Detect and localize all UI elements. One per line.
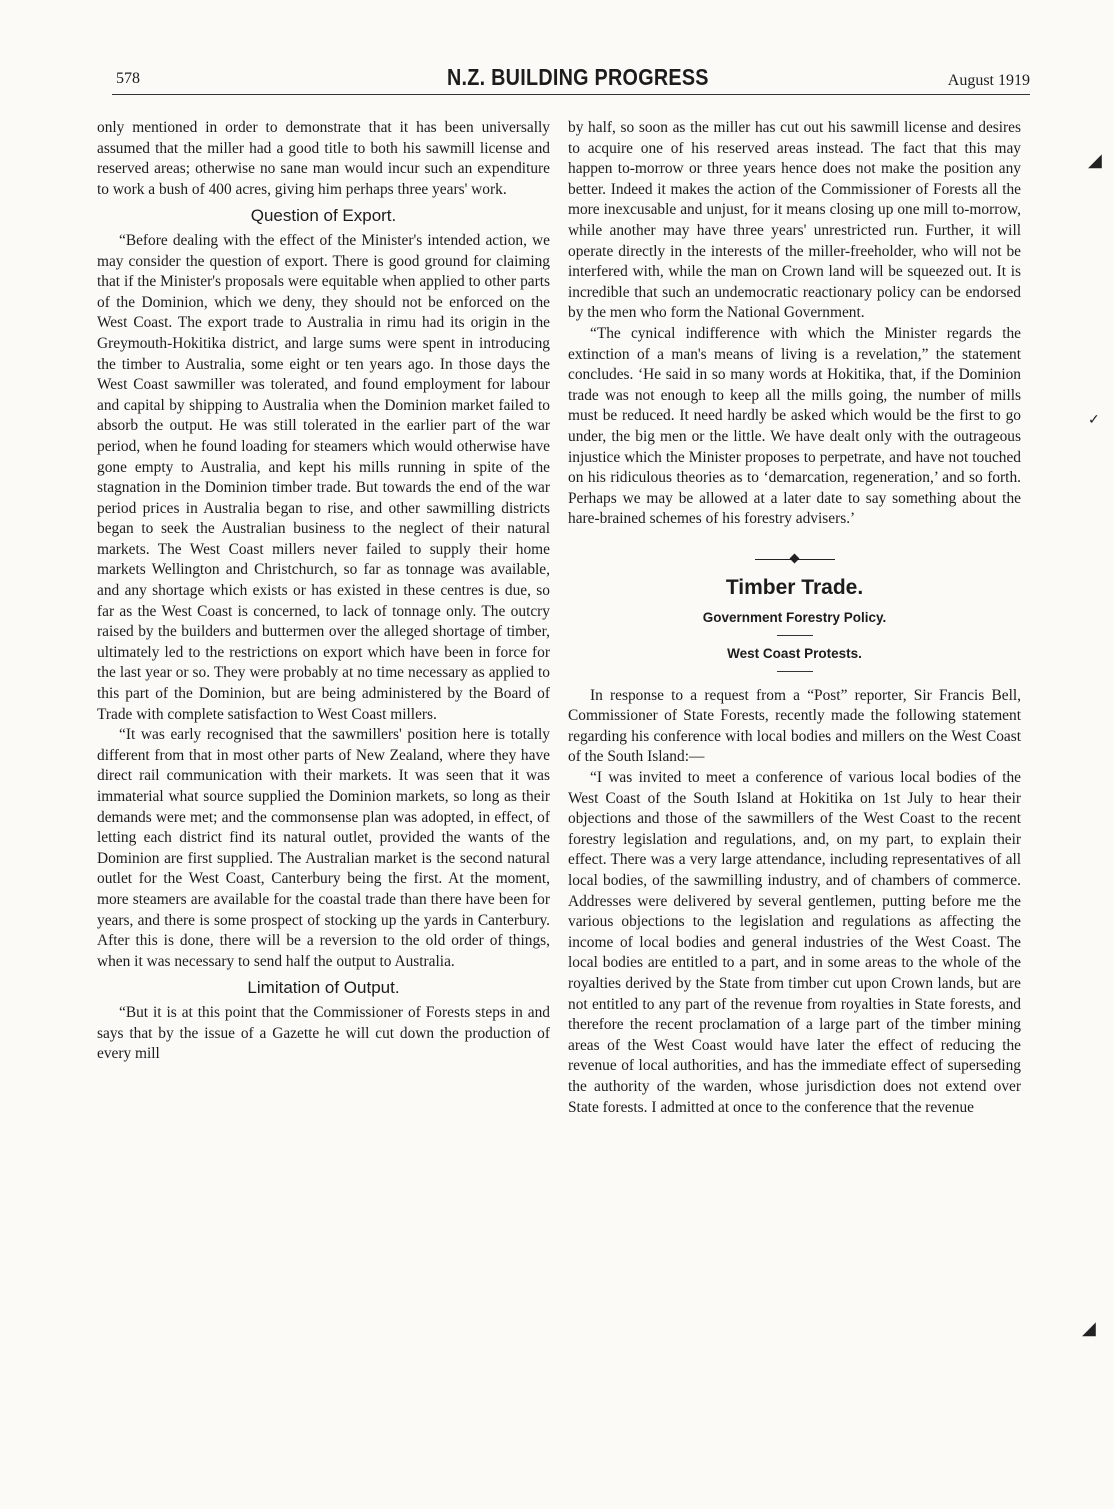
paragraph: “It was early recognised that the sawmillers' position here is totally different from that in most other parts of New Zealand, where they have direct rail communication with their markets. It was seen that it was immaterial what source supplied the Dominion markets, so long as their demands were met; and the commonsense plan was adopted, in effect, of letting each district find its natural outlet, provided the wants of the Dominion are first supplied. The Australian market is the second natural outlet for the West Coast, Canterbury being the first. At the moment, more steamers are available for the coastal trade than there have been for years, and there is some prospect of stocking up the yards in Canterbury. After this is done, there will be a reversion to the old order of things, when it was necessary to send half the output to Australia. [97,726,550,970]
subheading-west-coast-protests: West Coast Protests. [727,646,862,662]
paragraph: “Before dealing with the effect of the Minister's intended action, we may consider the question of export. There is good ground for claiming that if the Minister's proposals were equitable when applied to other parts of the Dominion, which we deny, they should not be enforced on the West Coast. The export trade to Australia in rimu had its origin in the Greymouth-Hokitika district, and large sums were spent in introducing the timber to Australia, some eight or ten years ago. In those days the West Coast sawmiller was tolerated, and found employment for labour and capital by shipping to Australia when the Dominion market failed to absorb the output. He was still tolerated in the earlier part of the war period, when he found loading for steamers which would otherwise have gone empty to Australia, and kept his mills running in spite of the stagnation in the Dominion timber trade. But towards the end of the war period prices in Australia began to rise, and other sawmilling districts began to seek the Australian business to the neglect of their natural markets. The West Coast millers never failed to supply their home markets Wellington and Christchurch, so far as tonnage was available, and any shortage which exists or has existed in these centres is due, so far as the West Coast is concerned, to lack of tonnage only. The outcry raised by the builders and buttermen over the alleged shortage of timber, ultimately led to the restrictions on export which have been in force for the last year or so. They were probably at no time necessary as applied to this part of the Dominion, but are being administered by the Board of Trade with complete satisfaction to West Coast millers. [97,231,550,723]
margin-mark: ◢ [1088,150,1102,170]
margin-mark: ◢ [1082,1318,1096,1338]
right-column [568,118,1021,1118]
short-divider [777,671,813,672]
short-divider [777,635,813,636]
publication-title: N.Z. BUILDING PROGRESS [447,64,709,90]
paragraph: “But it is at this point that the Commissioner of Forests steps in and says that by the issue of a Gazette he will cut down the production of every mill [97,1003,550,1063]
issue-date: August 1919 [947,72,1030,89]
section-title: Timber Trade. [725,575,864,599]
subheading-limitation-of-output: Limitation of Output. [247,978,400,998]
page-header [112,66,1030,98]
paragraph: “I was invited to meet a conference of various local bodies of the West Coast of the South Island at Hokitika on 1st July to hear their objections and those of the sawmillers of the West Coast to the recent forestry legislation and regulations, and, on my part, to explain their effect. There was a very large attendance, including representatives of all local bodies, of the sawmilling industry, and of chambers of commerce. Addresses were delivered by several gentlemen, putting before me the various objections to the legislation and regulations as affecting the income of local bodies and general industries of the West Coast. The local bodies are entitled to a part, and in some areas to the whole of the royalties derived by the State from timber cut upon Crown lands, but are not entitled to any part of the revenue from royalties in State forests, and therefore the recent proclamation of a large part of the timber mining areas of the West Coast would have later the effect of reducing the revenue of local authorities, and has the immediate effect of superseding the authority of the warden, whose jurisdiction does not extend over State forests. I admitted at once to the conference that the revenue [568,769,1021,1116]
header-rule [112,94,1030,95]
subheading-forestry-policy: Government Forestry Policy. [702,610,887,626]
section-divider [755,552,835,566]
paragraph: “The cynical indifference with which the Minister regards the extinction of a man's means of living is a revelation,” the statement concludes. ‘He said in so many words at Hokitika, that, if the Dominion trade was not enough to keep all the mills going, the number of mills must be reduced. It need hardly be asked which would be the first to go under, the big men or the little. We have dealt only with the outrageous injustice which the Minister proposes to perpetrate, and have not touched on his ridiculous theories as to ‘demarcation, regeneration,’ and so forth. Perhaps we may be allowed at a later date to say something about the hare-brained schemes of his forestry advisers.’ [568,324,1021,528]
paragraph: In response to a request from a “Post” reporter, Sir Francis Bell, Commissioner of State Forests, recently made the following statement regarding his conference with local bodies and millers on the West Coast of the South Island:— [568,686,1021,766]
margin-mark: ✓ [1088,413,1100,428]
page-number: 578 [116,70,140,87]
left-column [97,118,550,1065]
subheading-question-of-export: Question of Export. [250,206,397,226]
paragraph: by half, so soon as the miller has cut out his sawmill license and desires to acquire one of his reserved areas instead. The fact that this may happen to-morrow or three years hence does not make the position any better. Indeed it makes the action of the Commissioner of Forests all the more inexcusable and unjust, for it means closing up one mill to-morrow, while another may have three years' unrestricted run. Further, it will operate directly in the interests of the miller-freeholder, who will not be interfered with, while the man on Crown land will be squeezed out. It is incredible that such an undemocratic reactionary policy can be endorsed by the men who form the National Government. [568,119,1021,322]
paragraph: only mentioned in order to demonstrate that it has been universally assumed that the miller had a good title to both his sawmill license and reserved areas; otherwise no sane man would incur such an expenditure to work a bush of 400 acres, giving him perhaps three years' work. [97,119,550,198]
